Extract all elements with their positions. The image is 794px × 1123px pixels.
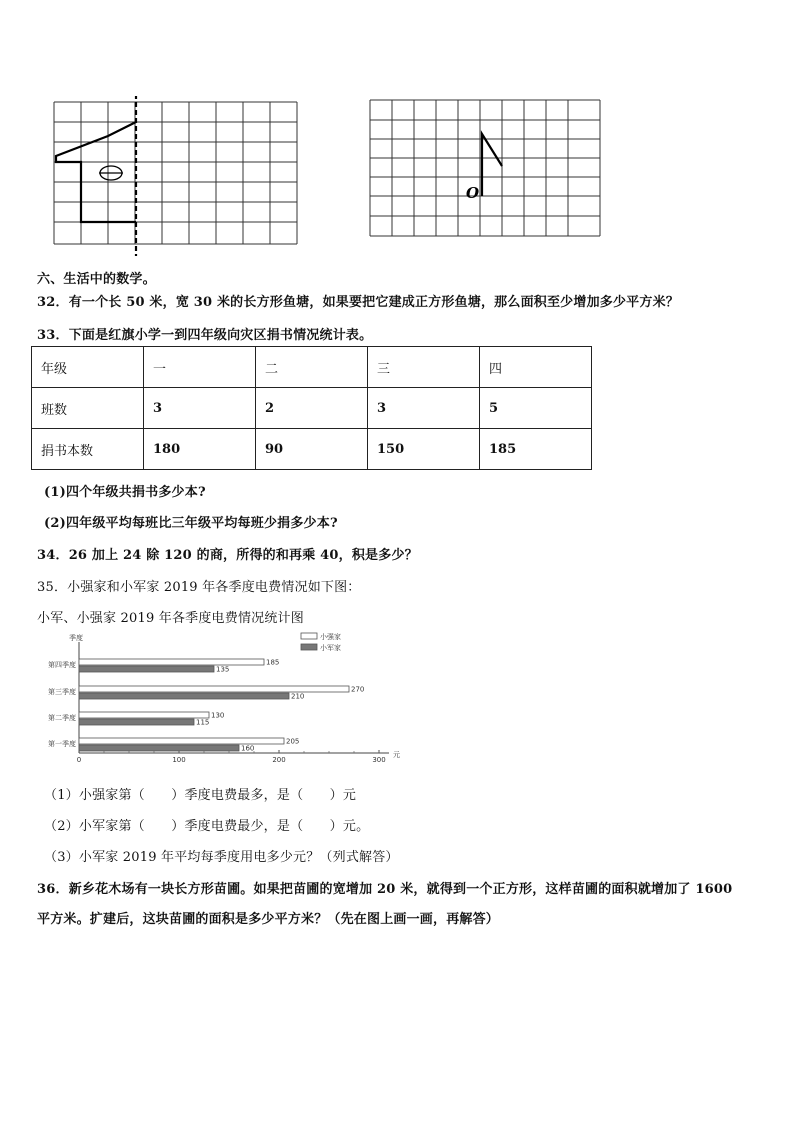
data-label: 185: [266, 658, 280, 667]
legend-swatch: [301, 644, 317, 650]
data-label: 115: [196, 718, 210, 727]
table-cell: 四: [480, 347, 592, 388]
legend-swatch: [301, 633, 317, 639]
data-label: 270: [351, 685, 365, 694]
category-label: 第二季度: [48, 714, 76, 722]
origin-label: O: [466, 184, 480, 202]
bar-xiaoqiang: [79, 686, 349, 692]
table-cell: 班数: [32, 388, 144, 429]
table-cell: 150: [368, 429, 480, 470]
question-35-sub3: （3）小军家 2019 年平均每季度用电多少元？（列式解答）: [44, 850, 399, 865]
table-row: [32, 429, 592, 470]
grid-figure-right: [366, 96, 606, 246]
table-cell: 3: [368, 388, 480, 429]
x-axis-label: 元: [393, 751, 400, 759]
table-cell: 90: [256, 429, 368, 470]
question-34: 34．26 加上 24 除 120 的商，所得的和再乘 40，积是多少？: [37, 548, 418, 563]
category-label: 第三季度: [48, 688, 76, 696]
table-cell: 捐书本数: [32, 429, 144, 470]
donation-table: [31, 346, 592, 470]
question-36-line1: 36．新乡花木场有一块长方形苗圃。如果把苗圃的宽增加 20 米，就得到一个正方形，这样苗圃的面积就增加了 1600: [37, 882, 733, 897]
question-35-sub2: （2）小军家第（ ）季度电费最少，是（ ）元。: [44, 819, 370, 834]
table-cell: 一: [144, 347, 256, 388]
category-label: 第一季度: [48, 740, 76, 748]
table-cell: 年级: [32, 347, 144, 388]
table-cell: 180: [144, 429, 256, 470]
grid-figure-left: [48, 96, 308, 256]
chart-title: 小军、小强家 2019 年各季度电费情况统计图: [37, 611, 304, 626]
table-row: [32, 388, 592, 429]
bar-xiaojun: [79, 745, 239, 751]
x-tick-label: 0: [76, 756, 82, 764]
x-tick-label: 200: [272, 756, 286, 764]
data-label: 160: [241, 744, 255, 753]
table-cell: 三: [368, 347, 480, 388]
question-35-intro: 35．小强家和小军家 2019 年各季度电费情况如下图：: [37, 580, 361, 595]
question-36-line2: 平方米。扩建后，这块苗圃的面积是多少平方米？（先在图上画一画，再解答）: [37, 912, 500, 927]
x-tick-label: 100: [172, 756, 186, 764]
data-label: 135: [216, 665, 230, 674]
table-header-row: [32, 347, 592, 388]
question-33-intro: 33．下面是红旗小学一到四年级向灾区捐书情况统计表。: [37, 328, 373, 343]
bar-xiaojun: [79, 666, 214, 672]
table-cell: 二: [256, 347, 368, 388]
x-tick-label: 300: [372, 756, 386, 764]
legend-label: 小军家: [320, 644, 341, 652]
table-cell: 2: [256, 388, 368, 429]
y-axis-label: 季度: [69, 634, 83, 642]
data-label: 210: [291, 692, 305, 701]
table-cell: 3: [144, 388, 256, 429]
question-35-sub1: （1）小强家第（ ）季度电费最多，是（ ）元: [44, 788, 357, 803]
bar-xiaoqiang: [79, 738, 284, 744]
question-32: 32．有一个长 50 米，宽 30 米的长方形鱼塘，如果要把它建成正方形鱼塘，那么面积至少增加多少平方米？: [37, 295, 679, 310]
table-cell: 5: [480, 388, 592, 429]
bar-xiaoqiang: [79, 659, 264, 665]
table-cell: 185: [480, 429, 592, 470]
data-label: 130: [211, 711, 225, 720]
legend-label: 小强家: [320, 633, 341, 641]
electricity-bar-chart: [36, 630, 426, 772]
bar-xiaojun: [79, 693, 289, 699]
bar-xiaoqiang: [79, 712, 209, 718]
question-33-sub2: (2)四年级平均每班比三年级平均每班少捐多少本?: [44, 516, 338, 531]
category-label: 第四季度: [48, 661, 76, 669]
section-heading: 六、生活中的数学。: [37, 272, 156, 287]
data-label: 205: [286, 737, 300, 746]
bar-xiaojun: [79, 719, 194, 725]
question-33-sub1: (1)四个年级共捐书多少本?: [44, 485, 206, 500]
